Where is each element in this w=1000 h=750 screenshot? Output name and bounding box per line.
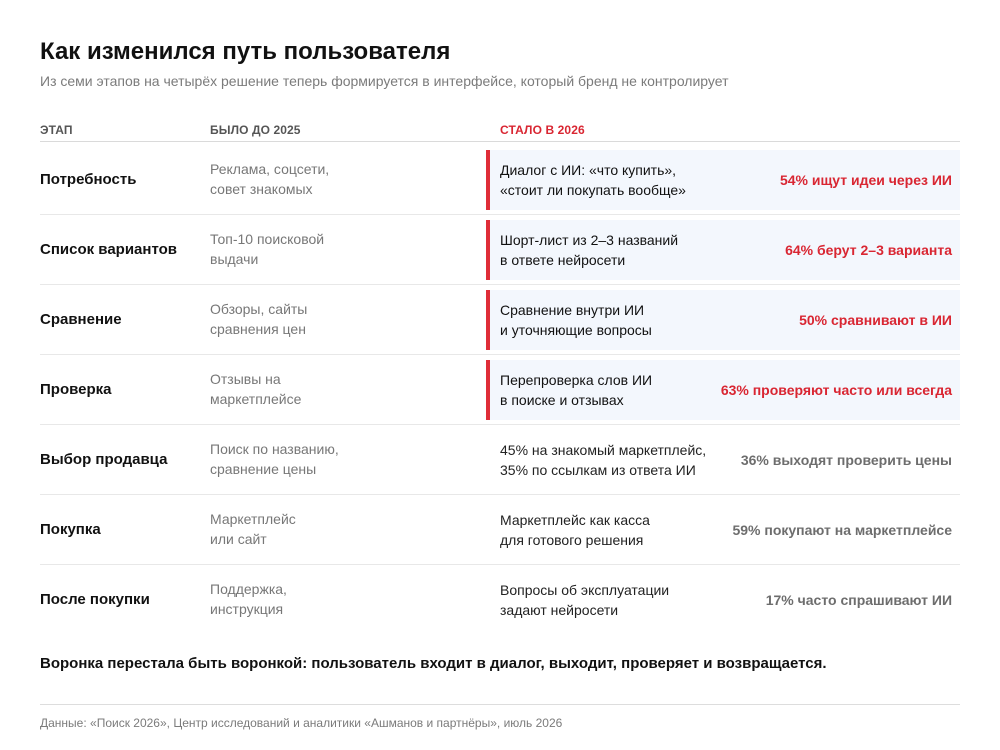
stat-value: 64% берут 2–3 варианта <box>785 242 952 258</box>
table-row-comparison <box>40 285 960 355</box>
now-line: Перепроверка слов ИИ <box>500 372 653 388</box>
stage-name: Список вариантов <box>40 240 177 258</box>
page-title: Как изменился путь пользователя <box>40 38 451 65</box>
before-line: выдачи <box>210 251 259 267</box>
footer-divider <box>40 704 960 705</box>
now-line: в ответе нейросети <box>500 252 626 268</box>
now-description <box>500 510 745 550</box>
before-line: Отзывы на <box>210 371 281 387</box>
stage-name: Потребность <box>40 170 137 188</box>
before-line: Поиск по названию, <box>210 441 339 457</box>
now-cell <box>486 430 960 490</box>
before-description <box>210 369 460 409</box>
journey-table <box>40 145 960 635</box>
now-line: 35% по ссылкам из ответа ИИ <box>500 462 696 478</box>
stat-value: 59% покупают на маркетплейсе <box>732 522 952 538</box>
before-description <box>210 299 460 339</box>
conclusion-text: Воронка перестала быть воронкой: пользователь входит в диалог, выходит, проверяет и возвращается. <box>40 655 827 672</box>
now-description <box>500 580 745 620</box>
now-cell <box>486 570 960 630</box>
now-line: Вопросы об эксплуатации <box>500 582 670 598</box>
before-line: Маркетплейс <box>210 511 296 527</box>
before-line: совет знакомых <box>210 181 313 197</box>
now-column-header: СТАЛО В 2026 <box>500 123 585 137</box>
table-row-options-list <box>40 215 960 285</box>
before-line: или сайт <box>210 531 267 547</box>
table-row-purchase <box>40 495 960 565</box>
now-highlight-cell <box>486 360 960 420</box>
now-line: Диалог с ИИ: «что купить», <box>500 162 677 178</box>
before-description <box>210 579 460 619</box>
before-description <box>210 509 460 549</box>
before-description <box>210 159 460 199</box>
now-description <box>500 230 745 270</box>
now-line: задают нейросети <box>500 602 619 618</box>
stage-name: После покупки <box>40 591 150 608</box>
now-line: и уточняющие вопросы <box>500 322 652 338</box>
table-row-need <box>40 145 960 215</box>
now-highlight-cell <box>486 220 960 280</box>
stat-value: 17% часто спрашивают ИИ <box>765 592 952 608</box>
table-row-seller-choice <box>40 425 960 495</box>
before-line: сравнения цен <box>210 321 306 337</box>
stat-value: 36% выходят проверить цены <box>740 452 952 468</box>
before-line: Топ-10 поисковой <box>210 231 325 247</box>
stage-name: Выбор продавца <box>40 450 168 468</box>
now-line: в поиске и отзывах <box>500 392 624 408</box>
now-line: 45% на знакомый маркетплейс, <box>500 442 707 458</box>
before-description <box>210 439 460 479</box>
now-description <box>500 440 745 480</box>
before-line: маркетплейсе <box>210 391 302 407</box>
stage-name: Сравнение <box>40 310 122 328</box>
stat-value: 54% ищут идеи через ИИ <box>779 172 952 188</box>
stat-value: 50% сравнивают в ИИ <box>799 312 952 328</box>
now-highlight-cell <box>486 290 960 350</box>
before-line: Обзоры, сайты <box>210 301 308 317</box>
page-subtitle: Из семи этапов на четырёх решение теперь формируется в интерфейсе, который бренд не контролирует <box>40 73 729 89</box>
now-description <box>500 300 745 340</box>
journey-table-header <box>40 122 960 142</box>
now-cell <box>486 500 960 560</box>
stage-column-header: ЭТАП <box>40 123 73 137</box>
now-line: Сравнение внутри ИИ <box>500 302 645 318</box>
now-description <box>500 370 745 410</box>
now-highlight-cell <box>486 150 960 210</box>
stage-name: Покупка <box>40 520 101 538</box>
source-note: Данные: «Поиск 2026», Центр исследований и аналитики «Ашманов и партнёры», июль 2026 <box>40 716 563 730</box>
stage-name: Проверка <box>40 380 112 398</box>
now-line: Шорт-лист из 2–3 названий <box>500 232 679 248</box>
stat-value: 63% проверяют часто или всегда <box>720 382 952 398</box>
before-line: инструкция <box>210 601 284 617</box>
before-description <box>210 229 460 269</box>
before-line: сравнение цены <box>210 461 317 477</box>
table-row-verification <box>40 355 960 425</box>
before-line: Реклама, соцсети, <box>210 161 330 177</box>
before-line: Поддержка, <box>210 581 287 597</box>
before-column-header: БЫЛО ДО 2025 <box>210 123 301 137</box>
now-line: «стоит ли покупать вообще» <box>500 182 686 198</box>
now-description <box>500 160 745 200</box>
table-row-after-purchase <box>40 565 960 635</box>
now-line: Маркетплейс как касса <box>500 512 650 528</box>
now-line: для готового решения <box>500 532 644 548</box>
